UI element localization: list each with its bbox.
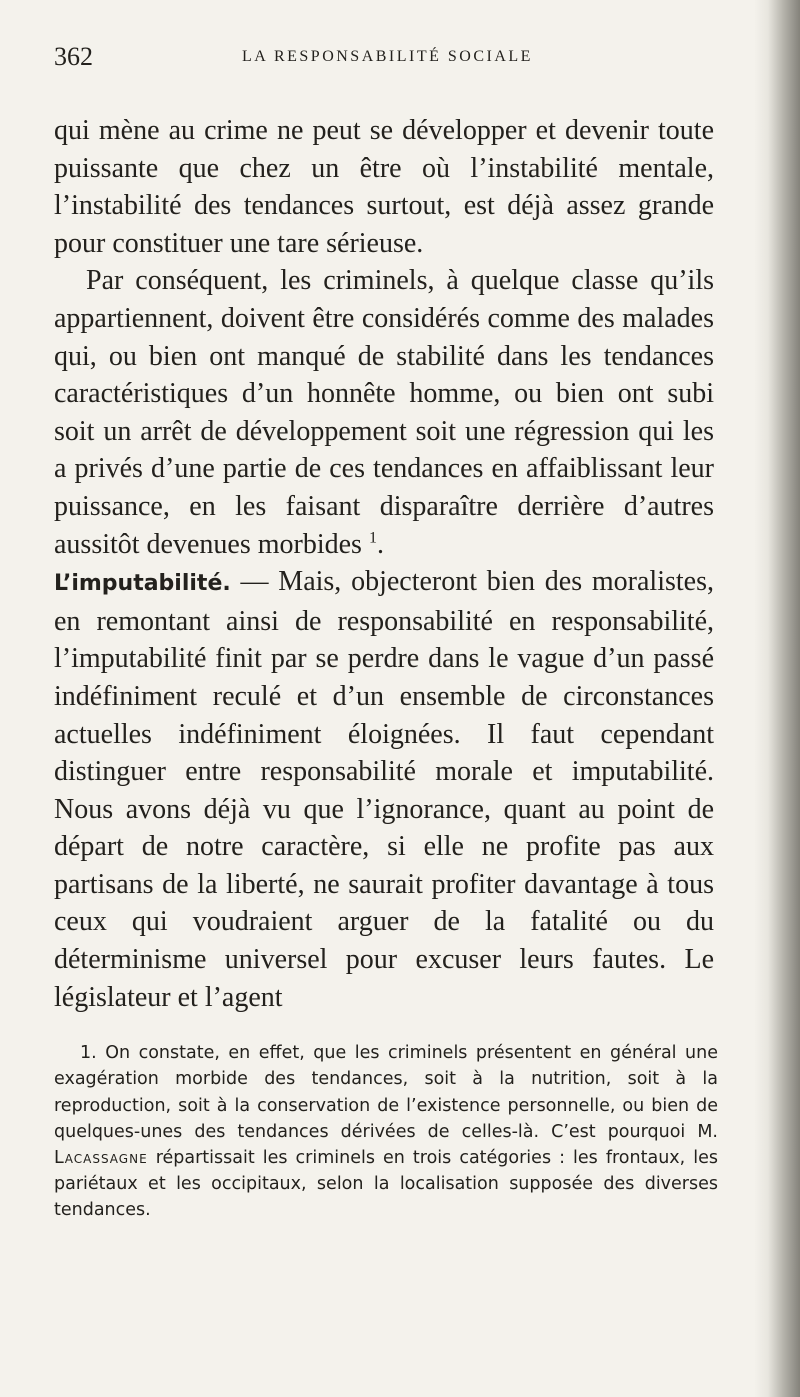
body-text [54, 112, 714, 1016]
paragraph-1-text: qui mène au crime ne peut se développer et devenir toute puissante que chez un être où l’instabilité mentale, l’instabilité des tendances surtout, est déjà assez grande pour constituer une tare sérieuse. [54, 115, 714, 259]
running-head: LA RESPONSABILITÉ SOCIALE [242, 48, 533, 65]
paragraph-3-text: — Mais, objecteront bien des moralistes, en remontant ainsi de responsabilité en responsabilité, l’imputabilité finit par se perdre dans le vague d’un passé indéfiniment reculé et d’un ensemble de circonstances actuelles indéfiniment éloignées. Il faut cependant distinguer entre responsabilité morale et imputabilité. Nous avons déjà vu que l’ignorance, quant au point de départ de notre caractère, si elle ne profite pas aux partisans de la liberté, ne saurait profiter davantage à tous ceux qui voudraient arguer de la fatalité ou du déterminisme universel pour excuser leurs fautes. Le législateur et l’agent [54, 566, 714, 1013]
book-page [54, 38, 754, 1224]
paragraph-2 [54, 262, 714, 563]
paragraph-3 [54, 563, 714, 1016]
page-number: 362 [54, 42, 93, 71]
footnote-reference: 1 [368, 529, 377, 547]
paragraph-1 [54, 112, 714, 262]
footnote-text-end: répartissait les criminels en trois catégories : les frontaux, les pariétaux et les occipitaux, selon la localisation supposée des diverses tendances. [54, 1148, 718, 1221]
page-binding-shadow [754, 0, 800, 1397]
footnote-author: Lacassagne [54, 1148, 148, 1169]
section-heading: L’imputabilité. [54, 571, 231, 597]
footnote-text-start: On constate, en effet, que les criminels présentent en général une exagération morbide des tendances, soit à la nutrition, soit à la reproduction, soit à la conservation de l’existence personnelle, ou bien de quelques-unes des tendances dérivées de celles-là. C’est pourquoi M. [54, 1043, 718, 1142]
paragraph-2-text: Par conséquent, les criminels, à quelque classe qu’ils appartiennent, doivent être considérés comme des malades qui, ou bien ont manqué de stabilité dans les tendances caractéristiques d’un honnête homme, ou bien ont subi soit un arrêt de développement soit une régression qui les a privés d’une partie de ces tendances en affaiblissant leur puissance, en les faisant disparaître derrière d’autres aussitôt devenues morbides [54, 265, 714, 560]
paragraph-2-end: . [376, 528, 384, 560]
footnote-number: 1. [80, 1043, 97, 1064]
page-header [54, 38, 754, 84]
footnote [54, 1040, 718, 1223]
